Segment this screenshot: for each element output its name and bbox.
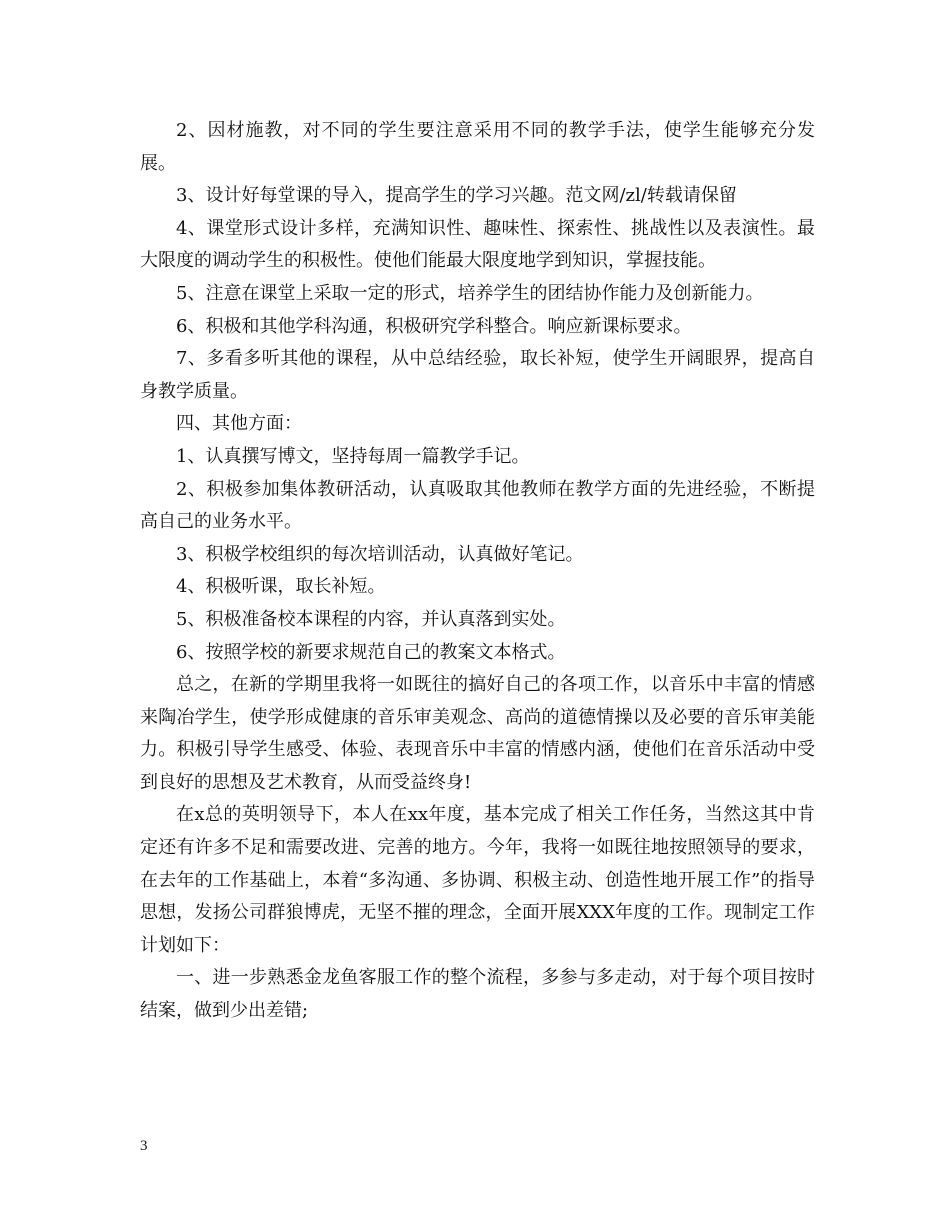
paragraph: 2、积极参加集体教研活动，认真吸取其他教师在教学方面的先进经验，不断提高自己的业务水平。 <box>140 478 815 533</box>
paragraph: 总之，在新的学期里我将一如既往的搞好自己的各项工作，以音乐中丰富的情感来陶冶学生，使学形成健康的音乐审美观念、高尚的道德情操以及必要的音乐审美能力。积极引导学生感受、体验、表现音乐中丰富的情感内涵，使他们在音乐活动中受到良好的思想及艺术教育，从而受益终身! <box>140 674 815 793</box>
paragraph: 3、积极学校组织的每次培训活动，认真做好笔记。 <box>176 543 584 565</box>
paragraph: 7、多看多听其他的课程，从中总结经验，取长补短，使学生开阔眼界，提高自身教学质量。 <box>140 348 815 402</box>
document-body <box>140 115 815 1028</box>
page-number: 3 <box>140 1138 148 1154</box>
section-heading: 四、其他方面： <box>176 413 302 435</box>
paragraph: 4、课堂形式设计多样，充满知识性、趣味性、探索性、挑战性以及表演性。最大限度的调动学生的积极性。使他们能最大限度地学到知识，掌握技能。 <box>140 217 815 272</box>
paragraph: 6、积极和其他学科沟通，积极研究学科整合。响应新课标要求。 <box>176 315 692 337</box>
paragraph: 4、积极听课，取长补短。 <box>176 576 386 598</box>
paragraph: 一、进一步熟悉金龙鱼客服工作的整个流程，多参与多走动，对于每个项目按时结案，做到少出差错; <box>140 967 815 1022</box>
paragraph: 1、认真撰写博文，坚持每周一篇教学手记。 <box>176 445 530 467</box>
paragraph: 5、积极准备校本课程的内容，并认真落到实处。 <box>176 608 566 630</box>
paragraph: 5、注意在课堂上采取一定的形式，培养学生的团结协作能力及创新能力。 <box>176 282 764 304</box>
paragraph: 3、设计好每堂课的导入，提高学生的学习兴趣。范文网/zl/转载请保留 <box>176 185 737 207</box>
paragraph: 2、因材施教，对不同的学生要注意采用不同的教学手法，使学生能够充分发展。 <box>140 120 815 174</box>
paragraph: 6、按照学校的新要求规范自己的教案文本格式。 <box>176 641 566 663</box>
paragraph: 在x总的英明领导下，本人在xx年度，基本完成了相关工作任务，当然这其中肯定还有许多不足和需要改进、完善的地方。今年，我将一如既往地按照领导的要求，在去年的工作基础上，本着“多沟通、多协调、积极主动、创造性地开展工作”的指导思想，发扬公司群狼博虎，无坚不摧的理念，全面开展XXX年度的工作。现制定工作计划如下： <box>140 804 815 956</box>
